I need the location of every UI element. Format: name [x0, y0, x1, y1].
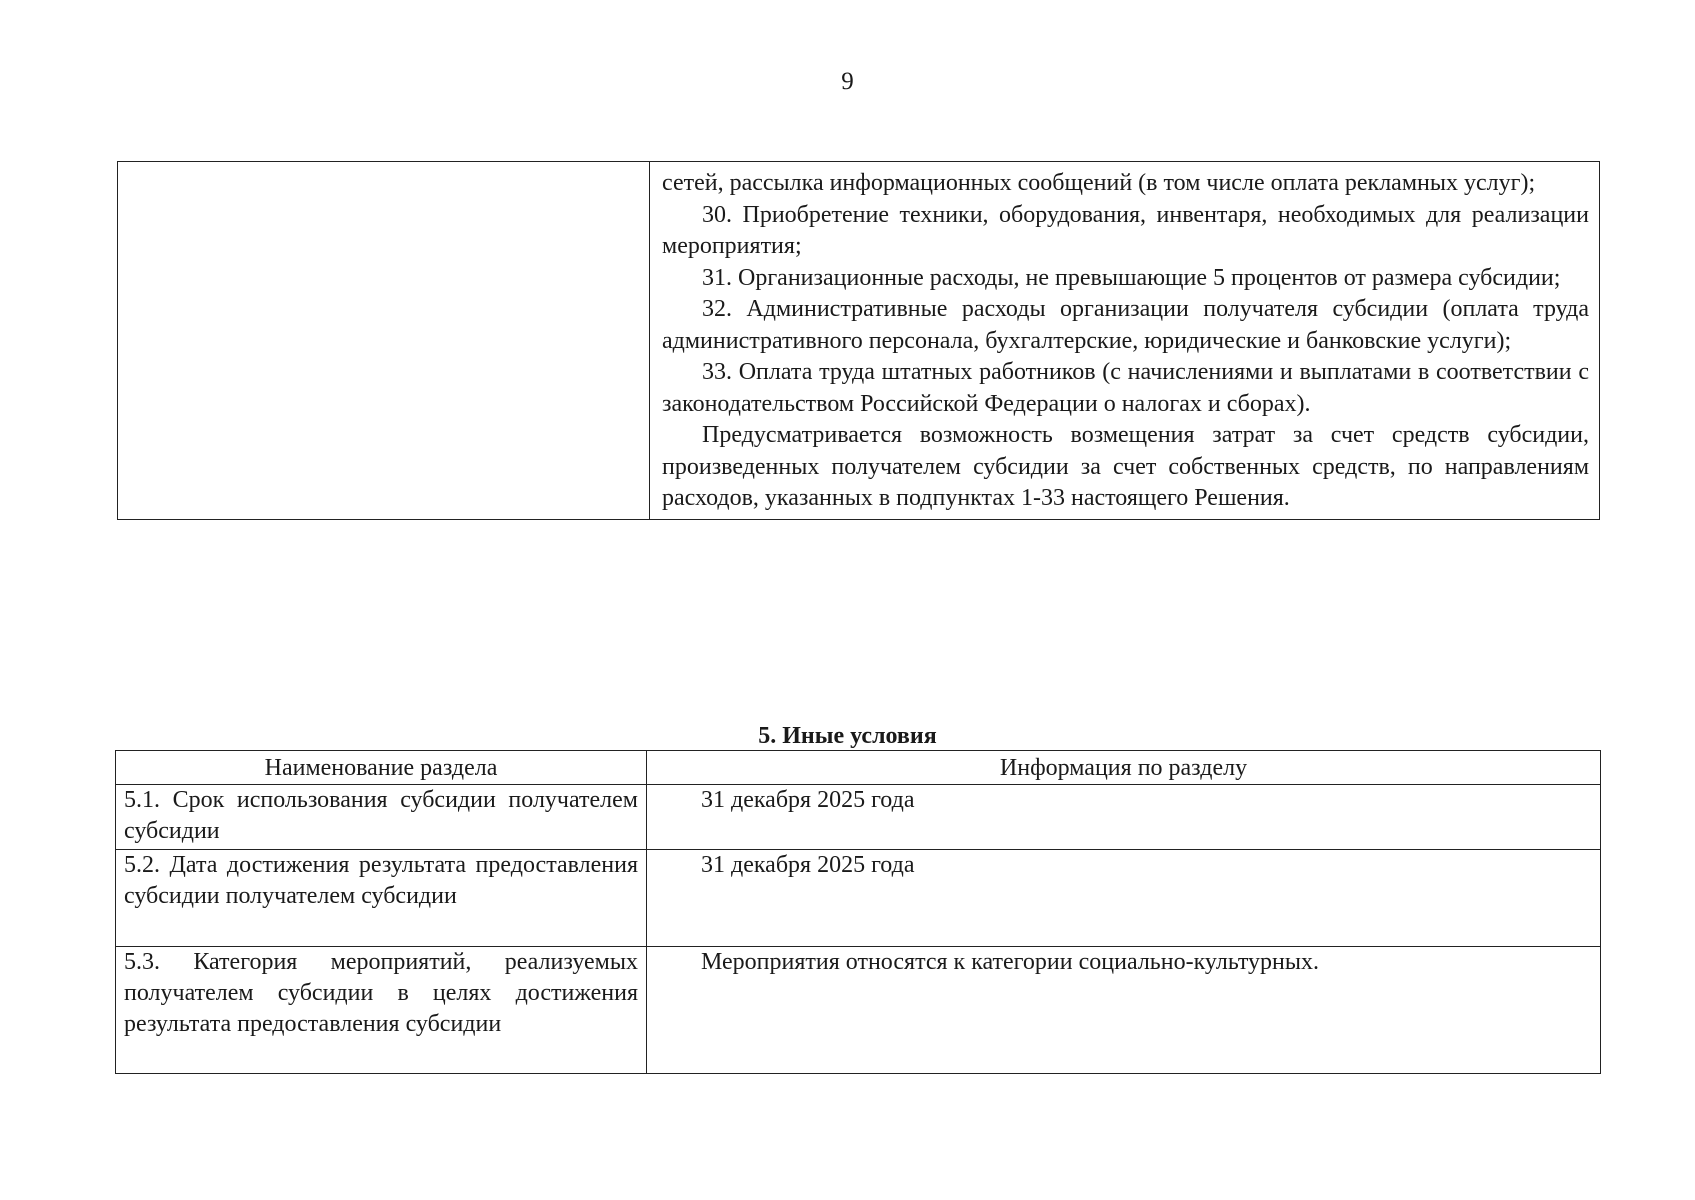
paragraph-item-31: 31. Организационные расходы, не превышающие 5 процентов от размера субсидии; [702, 264, 1561, 291]
column-header-info: Информация по разделу [647, 751, 1601, 785]
row-info-cell: 31 декабря 2025 года [647, 850, 1601, 947]
column-header-name: Наименование раздела [116, 751, 647, 785]
row-name-cell: 5.2. Дата достижения результата предоставления субсидии получателем субсидии [116, 850, 647, 947]
paragraph-item-32: 32. Административные расходы организации получателя субсидии (оплата труда административного персонала, бухгалтерские, юридические и банковские услуги); [662, 296, 1589, 354]
paragraph-continuation: сетей, рассылка информационных сообщений (в том числе оплата рекламных услуг); [662, 170, 1536, 196]
continuation-table [117, 161, 1600, 520]
table-header-row [116, 751, 1601, 785]
row-name-cell: 5.3. Категория мероприятий, реализуемых получателем субсидии в целях достижения результата предоставления субсидии [116, 947, 647, 1074]
row-info-cell: 31 декабря 2025 года [647, 785, 1601, 850]
paragraph-reimbursement: Предусматривается возможность возмещения затрат за счет средств субсидии, произведенных получателем субсидии за счет собственных средств, по направлениям расходов, указанных в подпунктах 1-33 настоящего Решения. [662, 422, 1589, 511]
table-row [116, 850, 1601, 947]
row-name-cell: 5.1. Срок использования субсидии получателем субсидии [116, 785, 647, 850]
page-number: 9 [841, 68, 854, 95]
table-row [118, 162, 1600, 520]
section-title: 5. Иные условия [758, 723, 937, 749]
empty-cell [118, 162, 650, 520]
row-info-cell: Мероприятия относятся к категории социально-культурных. [647, 947, 1601, 1074]
other-conditions-table [115, 750, 1601, 1074]
table-row [116, 785, 1601, 850]
expense-directions-cell [650, 162, 1600, 520]
paragraph-item-33: 33. Оплата труда штатных работников (с начислениями и выплатами в соответствии с законодательством Российской Федерации о налогах и сборах). [662, 359, 1589, 417]
table-row [116, 947, 1601, 1074]
paragraph-item-30: 30. Приобретение техники, оборудования, инвентаря, необходимых для реализации мероприятия; [662, 201, 1589, 259]
